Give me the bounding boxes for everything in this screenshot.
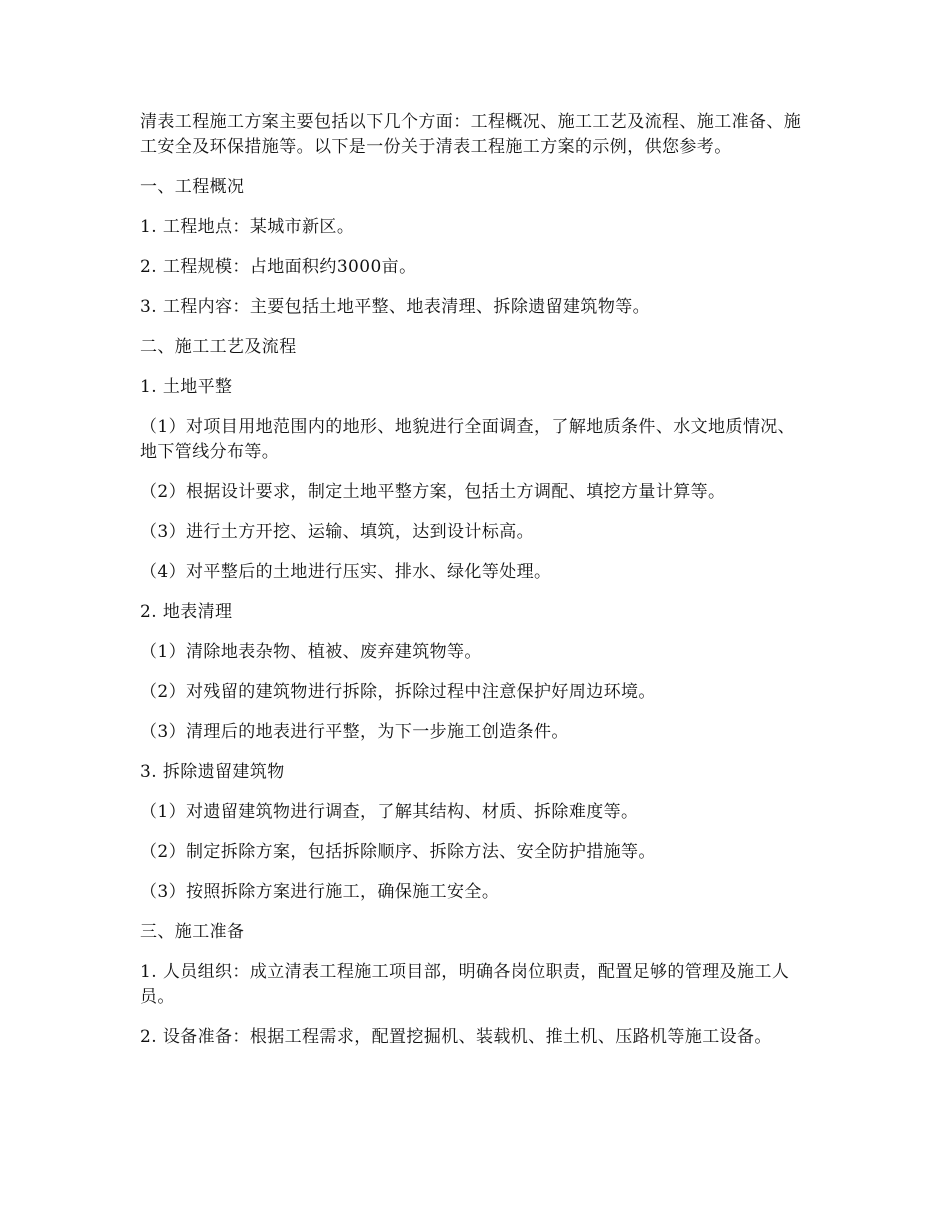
overview-item-scale: 2. 工程规模：占地面积约3000亩。 — [140, 257, 417, 277]
intro-paragraph: 清表工程施工方案主要包括以下几个方面：工程概况、施工工艺及流程、施工准备、施工安全及环保措施等。以下是一份关于清表工程施工方案的示例，供您参考。 — [140, 112, 802, 157]
overview-item-content: 3. 工程内容：主要包括土地平整、地表清理、拆除遗留建筑物等。 — [140, 297, 651, 317]
section-heading-overview: 一、工程概况 — [140, 177, 245, 197]
subheading-surface-cleaning: 2. 地表清理 — [140, 602, 233, 622]
list-item: （1）清除地表杂物、植被、废弃建筑物等。 — [140, 642, 482, 662]
overview-item-location: 1. 工程地点：某城市新区。 — [140, 217, 355, 237]
list-item: （3）按照拆除方案进行施工，确保施工安全。 — [140, 882, 500, 902]
list-item: （4）对平整后的土地进行压实、排水、绿化等处理。 — [140, 562, 552, 582]
list-item: （2）对残留的建筑物进行拆除，拆除过程中注意保护好周边环境。 — [140, 682, 656, 702]
list-item: （1）对项目用地范围内的地形、地貌进行全面调查，了解地质条件、水文地质情况、地下管线分布等。 — [140, 417, 796, 462]
section-heading-preparation: 三、施工准备 — [140, 922, 245, 942]
subheading-land-leveling: 1. 土地平整 — [140, 377, 233, 397]
list-item: （3）清理后的地表进行平整，为下一步施工创造条件。 — [140, 722, 569, 742]
list-item: （2）制定拆除方案，包括拆除顺序、拆除方法、安全防护措施等。 — [140, 842, 656, 862]
list-item: （3）进行土方开挖、运输、填筑，达到设计标高。 — [140, 522, 535, 542]
list-item: （2）根据设计要求，制定土地平整方案，包括土方调配、填挖方量计算等。 — [140, 482, 726, 502]
preparation-item-personnel: 1. 人员组织：成立清表工程施工项目部，明确各岗位职责，配置足够的管理及施工人员。 — [140, 962, 790, 1007]
list-item: （1）对遗留建筑物进行调查，了解其结构、材质、拆除难度等。 — [140, 802, 639, 822]
document-body — [140, 110, 810, 1065]
preparation-item-equipment: 2. 设备准备：根据工程需求，配置挖掘机、装载机、推土机、压路机等施工设备。 — [140, 1027, 772, 1047]
subheading-demolition: 3. 拆除遗留建筑物 — [140, 762, 285, 782]
section-heading-process: 二、施工工艺及流程 — [140, 337, 297, 357]
